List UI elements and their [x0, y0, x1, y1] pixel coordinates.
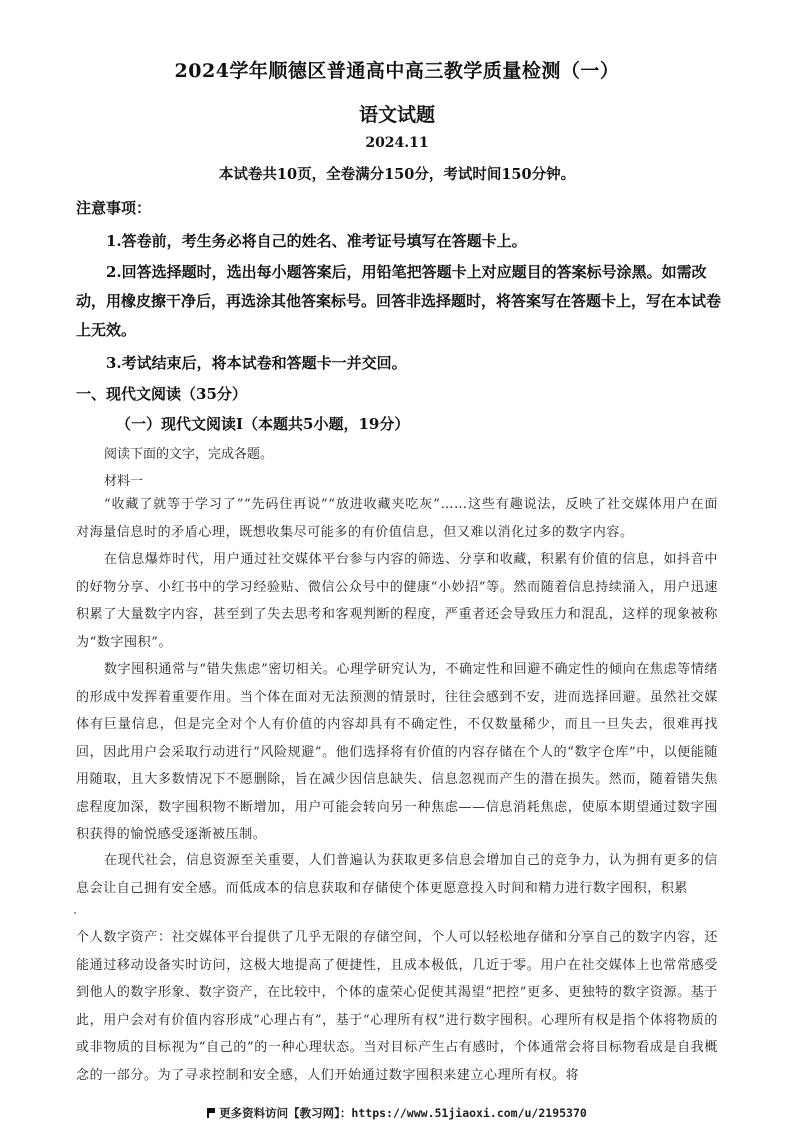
notice-item-2: 2.回答选择题时，选出每小题答案后，用铅笔把答题卡上对应题目的答案标号涂黑。如需改动，用橡皮擦干净后，再选涂其他答案标号。回答非选择题时，将答案写在答题卡上，写在本试卷上无效。 — [76, 263, 722, 339]
notice-item-3: 3.考试结束后，将本试卷和答题卡一并交回。 — [106, 354, 407, 372]
paragraph-4: 在现代社会，信息资源至关重要，人们普遍认为获取更多信息会增加自己的竞争力，认为拥有更多的信息会让自己拥有安全感。而低成本的信息获取和存储使个体更愿意投入时间和精力进行数字囤积，积累 — [76, 853, 718, 896]
exam-subtitle: 语文试题 — [358, 104, 435, 126]
material-label: 材料一 — [104, 474, 144, 489]
notice-item-1: 1.答卷前，考生务必将自己的姓名、准考证号填写在答题卡上。 — [106, 232, 527, 250]
exam-title: 2024学年顺德区普通高中高三教学质量检测（一） — [174, 60, 620, 82]
paragraph-3: 数字囤积通常与“错失焦虑”密切相关。心理学研究认为，不确定性和回避不确定性的倾向在焦虑等情绪的形成中发挥着重要作用。当个体在面对无法预测的情景时，往往会感到不安，进而选择回避。虽然社交媒体有巨量信息，但是完全对个人有价值的内容却具有不确定性，不仅数量稀少，而且一旦失去，很难再找回，因此用户会采取行动进行“风险规避”。他们选择将有价值的内容存储在个人的“数字仓库”中，以便能随用随取，且大多数情况下不愿删除，旨在减少因信息缺失、信息忽视而产生的潜在损失。然而，随着错失焦虑程度加深，数字囤积物不断增加，用户可能会转向另一种焦虑——信息消耗焦虑，使原本期望通过数字囤积获得的愉悦感受逐渐被压制。 — [76, 662, 718, 842]
paragraph-5: 个人数字资产：社交媒体平台提供了几乎无限的存储空间，个人可以轻松地存储和分享自己的数字内容，还能通过移动设备实时访问，这极大地提高了便捷性，且成本极低，几近于零。用户在社交媒体上也常常感受到他人的数字形象、数字资产，在比较中，个体的虚荣心促使其渴望“把控”更多、更独特的数字资源。基于此，用户会对有价值内容形成“心理占有”，基于“心理所有权”进行数字囤积。心理所有权是指个体将物质的或非物质的目标视为“自己的”的一种心理状态。当对目标产生占有感时，个体通常会将目标物看成是自我概念的一部分。为了寻求控制和安全感，人们开始通过数字囤积来建立心理所有权。将 — [76, 930, 718, 1083]
paragraph-2: 在信息爆炸时代，用户通过社交媒体平台参与内容的筛选、分享和收藏，积累有价值的信息，如抖音中的好物分享、小红书中的学习经验贴、微信公众号中的健康“小妙招”等。然而随着信息持续涌入，用户迅速积累了大量数字内容，甚至到了失去思考和客观判断的程度，严重者还会导致压力和混乱，这样的现象被称为“数字囤积”。 — [76, 552, 718, 650]
exam-info: 本试卷共10页，全卷满分150分，考试时间150分钟。 — [218, 166, 576, 183]
footer-link[interactable] — [0, 1105, 794, 1121]
section-heading: 一、现代文阅读（35分） — [76, 385, 247, 403]
footer-text: 更多资料访问【教习网】：https://www.51jiaoxi.com/u/2195370 — [219, 1106, 587, 1120]
reading-instruction: 阅读下面的文字，完成各题。 — [104, 447, 274, 462]
page-break-mark — [74, 912, 76, 914]
subsection-heading: （一）现代文阅读Ⅰ（本题共5小题，19分） — [116, 415, 410, 433]
flag-icon — [207, 1108, 215, 1118]
paragraph-1: “收藏了就等于学习了”“先码住再说”“放进收藏夹吃灰”……这些有趣说法，反映了社交媒体用户在面对海量信息时的矛盾心理，既想收集尽可能多的有价值信息，但又难以消化过多的数字内容。 — [76, 497, 718, 540]
notice-heading: 注意事项： — [76, 199, 152, 217]
exam-date: 2024.11 — [365, 135, 429, 151]
